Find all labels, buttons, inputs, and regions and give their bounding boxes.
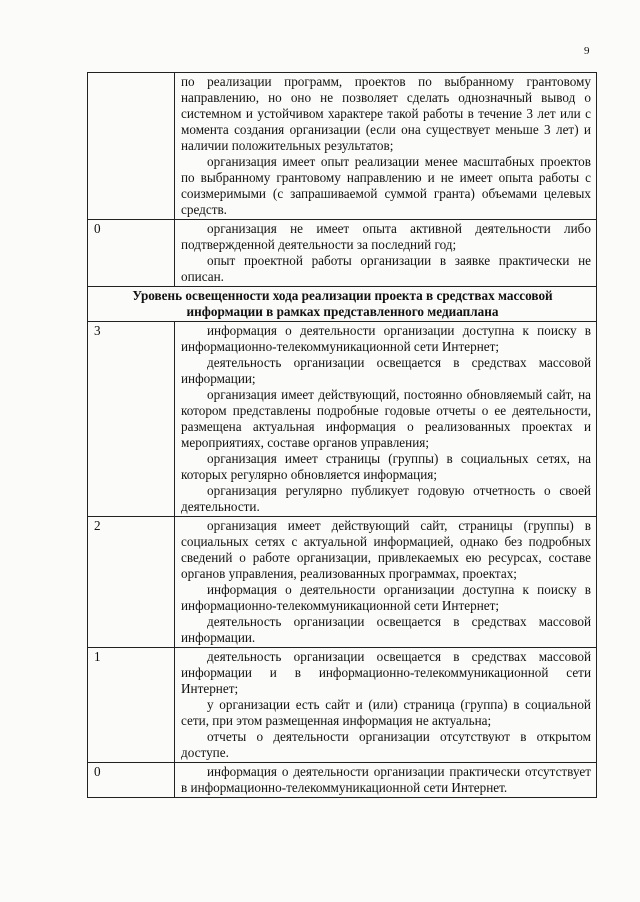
description-paragraph: информация о деятельности организации доступна к поиску в информационно-телекоммуникационной сети Интернет; bbox=[181, 582, 591, 613]
description-paragraph: организация имеет действующий, постоянно обновляемый сайт, на котором представлены подробные годовые отчеты о ее деятельности, размещена актуальная информация о реализованных проектах и мероприятиях, составе органов управления; bbox=[181, 387, 591, 450]
description-paragraph: деятельность организации освещается в средствах массовой информации и в информационно-телекоммуникационной сети Интернет; bbox=[181, 649, 591, 696]
description-paragraph: деятельность организации освещается в средствах массовой информации. bbox=[181, 614, 591, 645]
table-row bbox=[88, 73, 597, 220]
description-paragraph: у организации есть сайт и (или) страница (группа) в социальной сети, при этом размещенная информация не актуальна; bbox=[181, 697, 591, 728]
description-paragraph: организация имеет страницы (группы) в социальных сетях, на которых регулярно обновляется информация; bbox=[181, 451, 591, 482]
description-cell bbox=[175, 73, 597, 220]
score-cell bbox=[88, 73, 175, 220]
table-row bbox=[88, 648, 597, 763]
score-cell: 0 bbox=[88, 220, 175, 287]
table-row bbox=[88, 517, 597, 648]
description-cell bbox=[175, 648, 597, 763]
table-row bbox=[88, 220, 597, 287]
section-heading: Уровень освещенности хода реализации проекта в средствах массовой информации в рамках представленного медиаплана bbox=[88, 287, 597, 322]
description-paragraph: информация о деятельности организации практически отсутствует в информационно-телекоммуникационной сети Интернет. bbox=[181, 764, 591, 795]
table-row bbox=[88, 322, 597, 517]
description-paragraph: организация имеет опыт реализации менее масштабных проектов по выбранному грантовому направлению и не имеет опыта работы с соизмеримыми (с запрашиваемой суммой гранта) объемами целевых средств. bbox=[181, 154, 591, 217]
table-row bbox=[88, 763, 597, 798]
description-paragraph: информация о деятельности организации доступна к поиску в информационно-телекоммуникационной сети Интернет; bbox=[181, 323, 591, 354]
criteria-table bbox=[87, 72, 597, 798]
description-paragraph: организация не имеет опыта активной деятельности либо подтвержденной деятельности за последний год; bbox=[181, 221, 591, 252]
description-cell bbox=[175, 517, 597, 648]
score-cell: 3 bbox=[88, 322, 175, 517]
description-cell bbox=[175, 322, 597, 517]
description-paragraph: организация регулярно публикует годовую отчетность о своей деятельности. bbox=[181, 483, 591, 514]
description-paragraph: по реализации программ, проектов по выбранному грантовому направлению, но оно не позволяет сделать однозначный вывод о системном и устойчивом характере такой работы в течение 3 лет или с момента создания организации (если она существует меньше 3 лет) и наличии положительных результатов; bbox=[181, 74, 591, 153]
score-cell: 1 bbox=[88, 648, 175, 763]
description-cell bbox=[175, 763, 597, 798]
description-cell bbox=[175, 220, 597, 287]
section-heading-row bbox=[88, 287, 597, 322]
score-cell: 0 bbox=[88, 763, 175, 798]
page-number: 9 bbox=[584, 45, 590, 57]
description-paragraph: организация имеет действующий сайт, страницы (группы) в социальных сетях с актуальной информацией, однако без подробных сведений о работе организации, привлекаемых ею ресурсах, составе органов управления, реализованных программах, проектах; bbox=[181, 518, 591, 581]
score-cell: 2 bbox=[88, 517, 175, 648]
description-paragraph: деятельность организации освещается в средствах массовой информации; bbox=[181, 355, 591, 386]
description-paragraph: опыт проектной работы организации в заявке практически не описан. bbox=[181, 253, 591, 284]
description-paragraph: отчеты о деятельности организации отсутствуют в открытом доступе. bbox=[181, 729, 591, 760]
